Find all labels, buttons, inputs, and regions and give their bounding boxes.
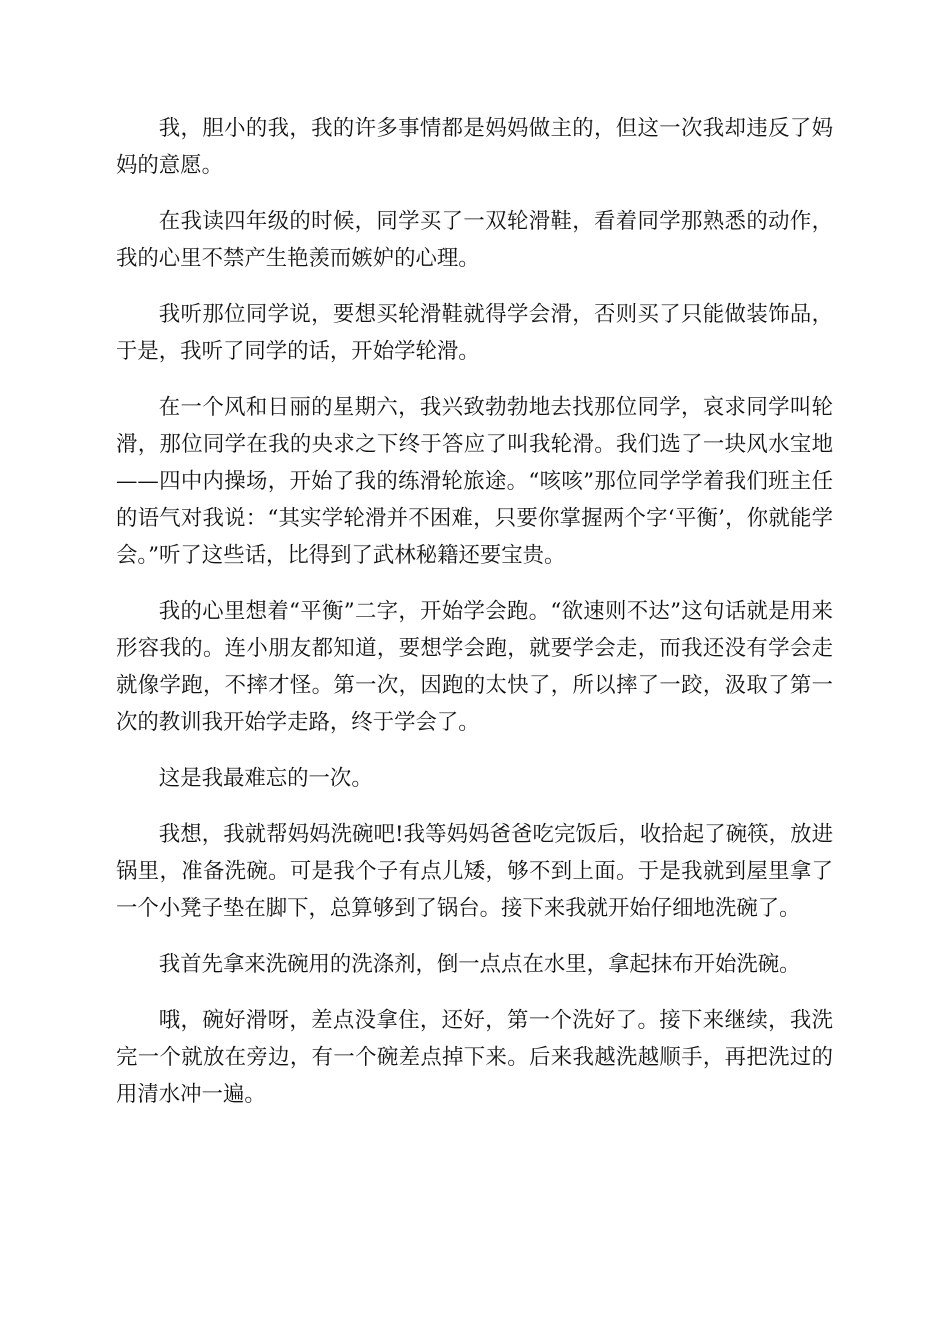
paragraph-1: 我，胆小的我，我的许多事情都是妈妈做主的，但这一次我却违反了妈妈的意愿。 — [116, 116, 833, 178]
paragraph-5: 我的心里想着“平衡”二字，开始学会跑。“欲速则不达”这句话就是用来形容我的。连小朋友都知道，要想学会跑，就要学会走，而我还没有学会走就像学跑，不摔才怪。第一次，因跑的太快了，所以摔了一跤，汲取了第一次的教训我开始学走路，终于学会了。 — [116, 599, 833, 735]
paragraph-4: 在一个风和日丽的星期六，我兴致勃勃地去找那位同学，哀求同学叫轮滑，那位同学在我的央求之下终于答应了叫我轮滑。我们选了一块风水宝地——四中内操场，开始了我的练滑轮旅途。“咳咳”那位同学学着我们班主任的语气对我说：“其实学轮滑并不困难，只要你掌握两个字‘平衡’，你就能学会。”听了这些话，比得到了武林秘籍还要宝贵。 — [116, 395, 833, 568]
paragraph-9: 哦，碗好滑呀，差点没拿住，还好，第一个洗好了。接下来继续，我洗完一个就放在旁边，有一个碗差点掉下来。后来我越洗越顺手，再把洗过的用清水冲一遍。 — [116, 1008, 833, 1107]
paragraph-7: 我想，我就帮妈妈洗碗吧!我等妈妈爸爸吃完饭后，收拾起了碗筷，放进锅里，准备洗碗。可是我个子有点儿矮，够不到上面。于是我就到屋里拿了一个小凳子垫在脚下，总算够到了锅台。接下来我就开始仔细地洗碗了。 — [116, 822, 833, 921]
document-body — [116, 110, 833, 1132]
paragraph-3: 我听那位同学说，要想买轮滑鞋就得学会滑，否则买了只能做装饰品，于是，我听了同学的话，开始学轮滑。 — [116, 302, 833, 364]
paragraph-6: 这是我最难忘的一次。 — [158, 766, 373, 791]
paragraph-8: 我首先拿来洗碗用的洗涤剂，倒一点点在水里，拿起抹布开始洗碗。 — [158, 952, 801, 977]
paragraph-2: 在我读四年级的时候，同学买了一双轮滑鞋，看着同学那熟悉的动作，我的心里不禁产生艳羡而嫉妒的心理。 — [116, 209, 833, 271]
